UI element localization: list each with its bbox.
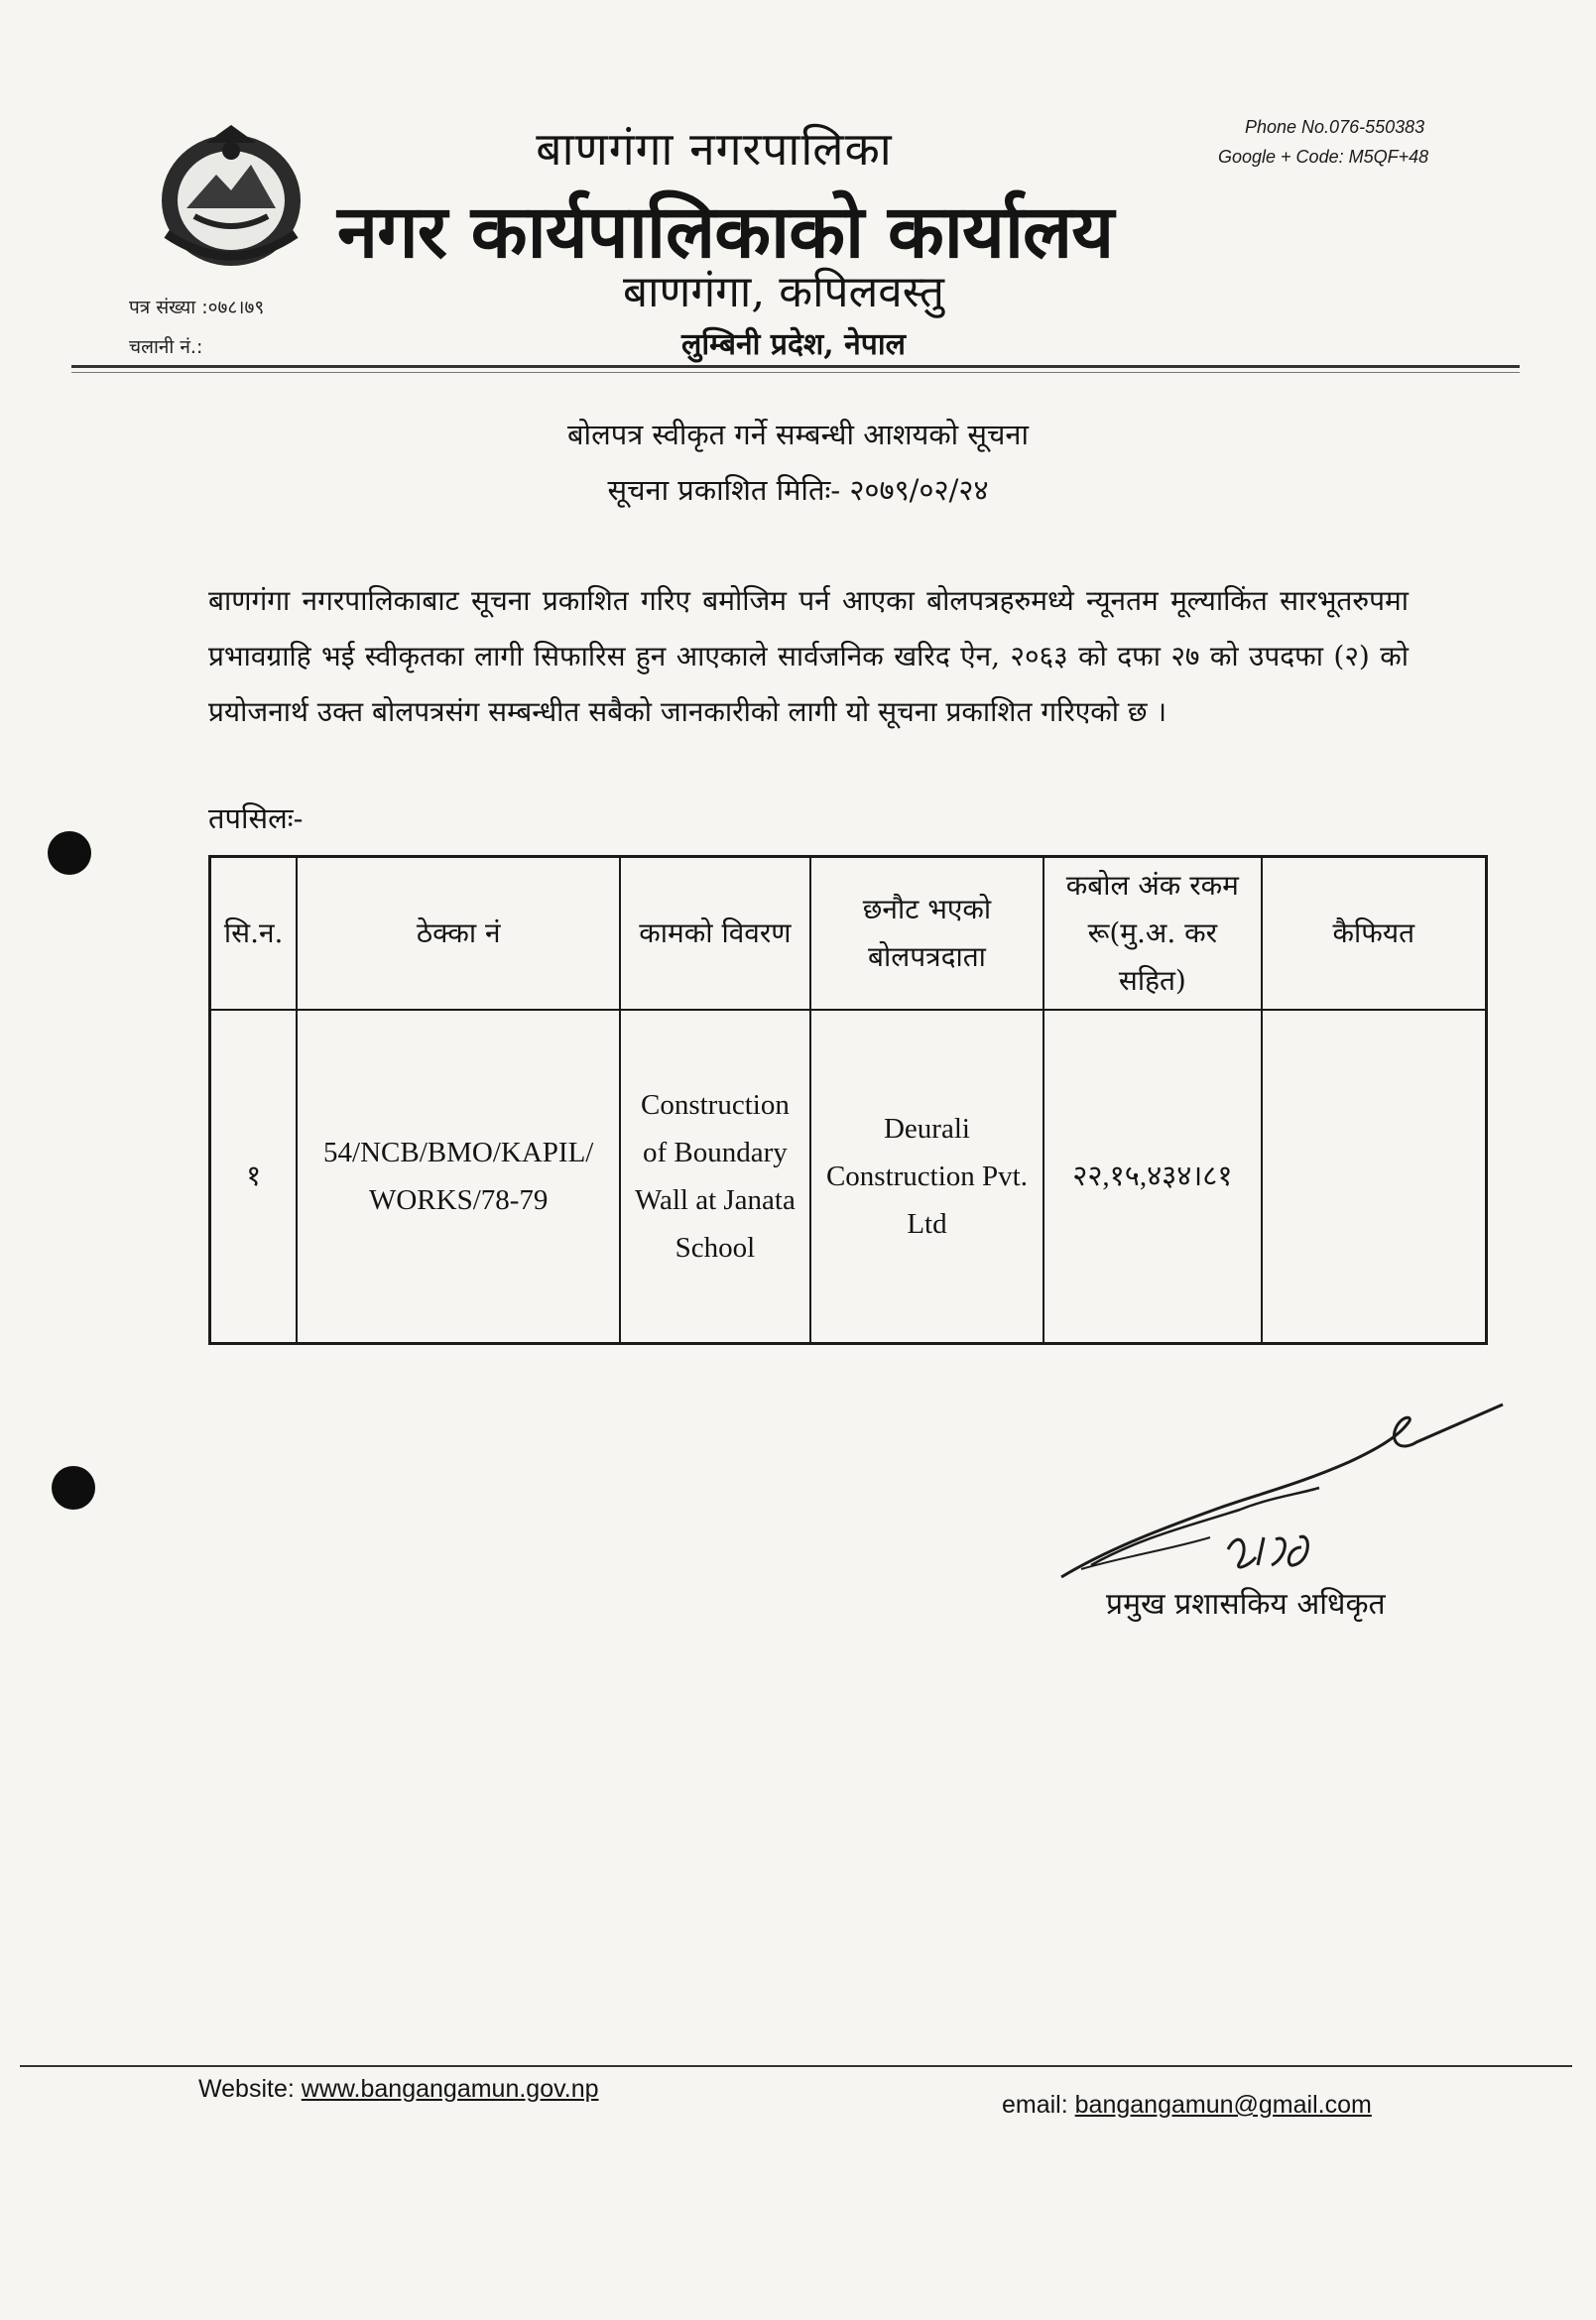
details-label: तपसिलः- [208, 801, 304, 835]
office-name: नगर कार्यपालिकाको कार्यालय [337, 189, 1114, 275]
office-address: बाणगंगा, कपिलवस्तु [623, 267, 944, 317]
table-row [210, 1010, 1487, 1344]
signature-icon [1051, 1399, 1508, 1597]
column-header: कैफियत [1262, 857, 1487, 1011]
website-link[interactable]: www.bangangamun.gov.np [301, 2075, 599, 2103]
cell-serial: १ [210, 1010, 298, 1344]
signatory-title: प्रमुख प्रशासकिय अधिकृत [1106, 1587, 1386, 1622]
column-header: ठेक्का नं [297, 857, 620, 1011]
column-header: कबोल अंक रकम रू(मु.अ. कर सहित) [1044, 857, 1261, 1011]
cell-amount: २२,१५,४३४।८१ [1044, 1010, 1261, 1344]
website-line [198, 2075, 599, 2104]
cell-bidder: Deurali Construction Pvt. Ltd [810, 1010, 1044, 1344]
email-label: email: [1002, 2091, 1068, 2119]
email-link[interactable]: bangangamun@gmail.com [1074, 2091, 1372, 2119]
tender-table [208, 855, 1488, 1345]
cell-contract-no: 54/NCB/BMO/KAPIL/ WORKS/78-79 [297, 1010, 620, 1344]
notice-date: सूचना प्रकाशित मितिः- २०७९/०२/२४ [607, 473, 989, 507]
email-line [1002, 2091, 1372, 2120]
cell-remarks [1262, 1010, 1487, 1344]
punch-hole-icon [48, 831, 91, 875]
table-header-row [210, 857, 1487, 1011]
header-divider [71, 365, 1520, 368]
column-header: कामको विवरण [620, 857, 810, 1011]
province-name: लुम्बिनी प्रदेश, नेपाल [681, 327, 906, 362]
column-header: छनौट भएको बोलपत्रदाता [810, 857, 1044, 1011]
punch-hole-icon [52, 1466, 95, 1510]
municipality-name: बाणगंगा नगरपालिका [536, 122, 893, 176]
phone-number: Phone No.076-550383 [1245, 117, 1425, 137]
cell-description: Construction of Boundary Wall at Janata School [620, 1010, 810, 1344]
google-plus-code: Google + Code: M5QF+48 [1218, 147, 1429, 167]
dispatch-number: चलानी नं.: [129, 336, 203, 358]
header-divider-thin [71, 372, 1520, 373]
footer-divider [20, 2065, 1572, 2067]
nepal-emblem-icon [147, 117, 315, 274]
website-label: Website: [198, 2075, 295, 2103]
letter-number: पत्र संख्या :०७८।७९ [129, 297, 265, 318]
notice-body: बाणगंगा नगरपालिकाबाट सूचना प्रकाशित गरिए बमोजिम पर्न आएका बोलपत्रहरुमध्ये न्यूनतम मूल्याकिंत सारभूतरुपमा प्रभावग्राहि भई स्वीकृतका लागी सिफारिस हुन आएकाले सार्वजनिक खरिद ऐन, २०६३ को दफा २७ को उपदफा (२) को प्रयोजनार्थ उक्त बोलपत्रसंग सम्बन्धीत सबैको जानकारीको लागी यो सूचना प्रकाशित गरिएको छ । [208, 584, 1409, 728]
column-header: सि.न. [210, 857, 298, 1011]
notice-title: बोलपत्र स्वीकृत गर्ने सम्बन्धी आशयको सूचना [567, 418, 1029, 451]
